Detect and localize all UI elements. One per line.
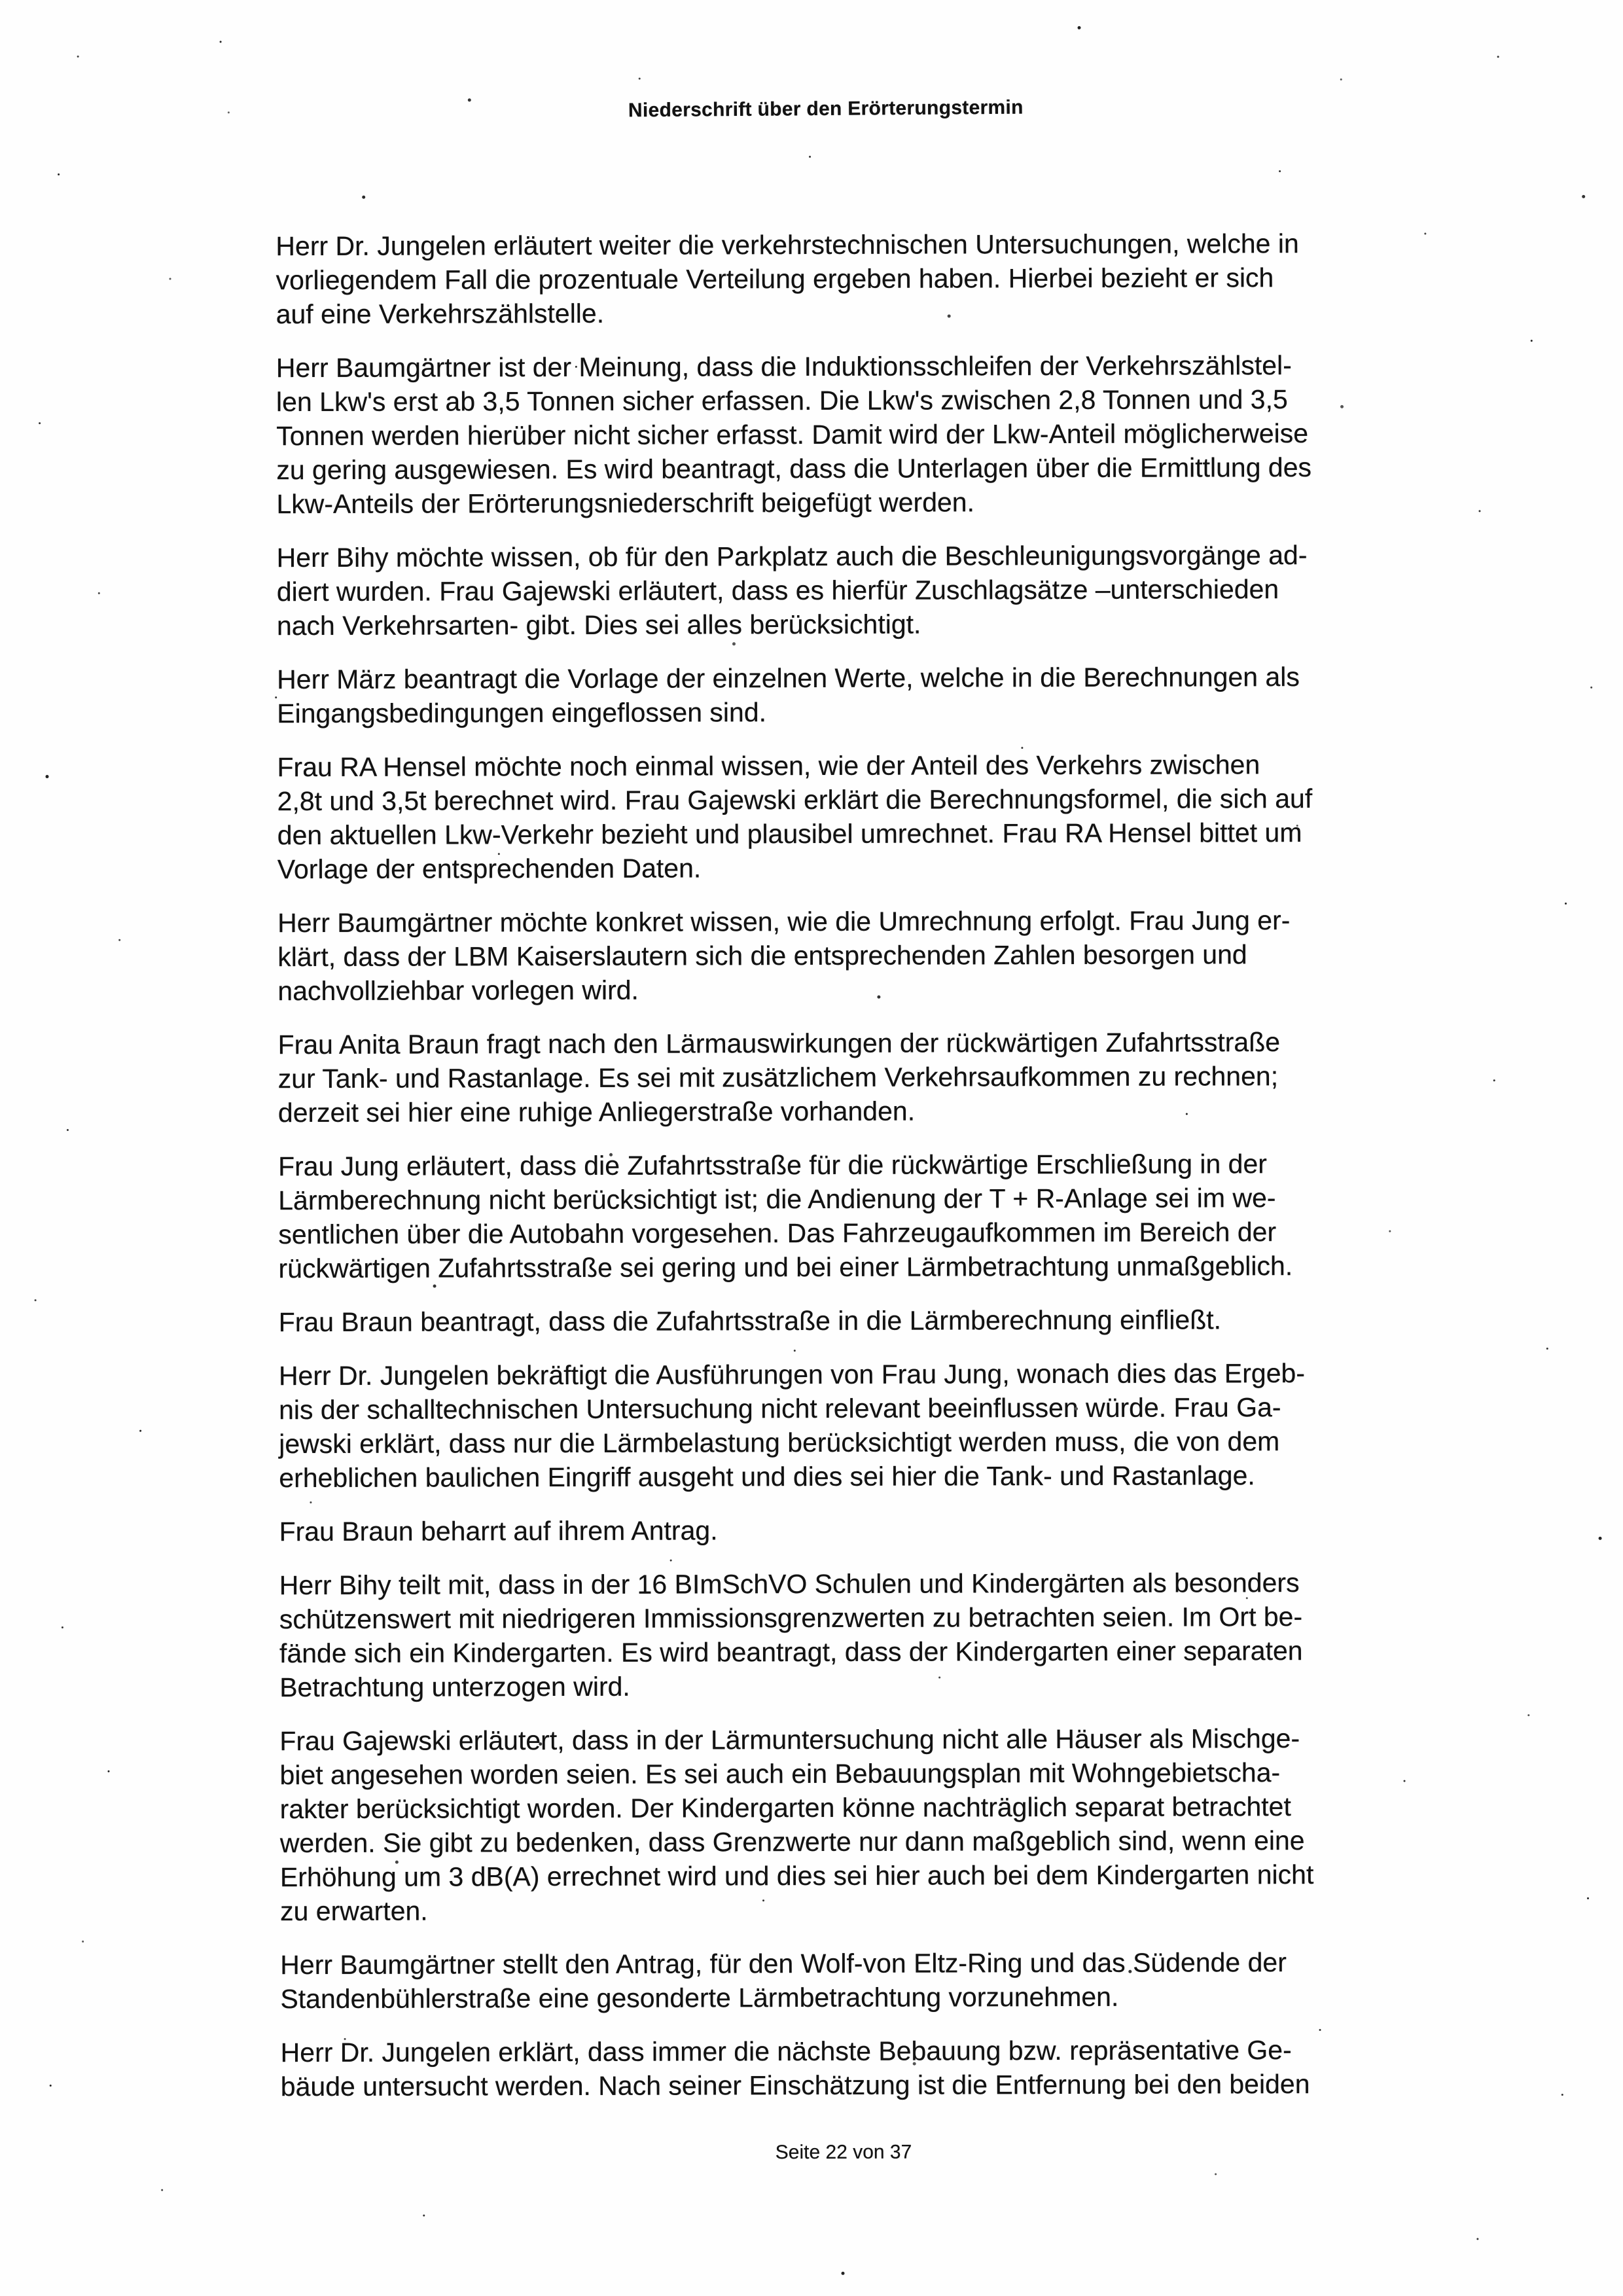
paragraph-12: Herr Bihy teilt mit, dass in der 16 BImSchVO Schulen und Kindergärten als besonders schützenswert mit niedrigeren Immissionsgrenzwerten zu betrachten seien. Im Ort be- fände sich ein Kindergarten. Es wird beantragt, dass der Kindergarten einer separaten Betrachtung unterzogen wird. xyxy=(279,1568,1303,1703)
paragraph-2: Herr Baumgärtner ist der Meinung, dass die Induktionsschleifen der Verkehrszählstel- len Lkw's erst ab 3,5 Tonnen sicher erfassen. Die Lkw's zwischen 2,8 Tonnen und 3,5 Tonnen werden hierüber nicht sicher erfasst. Damit wird der Lkw-Anteil möglicherweise zu gering ausgewiesen. Es wird beantragt, dass die Unterlagen über die Ermittlung des Lkw-Anteils der Erörterungsniederschrift beigefügt werden. xyxy=(276,350,1312,520)
paragraph-14: Herr Baumgärtner stellt den Antrag, für den Wolf-von Eltz-Ring und das Südende der Standenbühlerstraße eine gesonderte Lärmbetrachtung vorzunehmen. xyxy=(280,1947,1287,2015)
page-title: Niederschrift über den Erörterungstermin xyxy=(628,96,1024,122)
paragraph-10: Herr Dr. Jungelen bekräftigt die Ausführungen von Frau Jung, wonach dies das Ergeb- nis der schalltechnischen Untersuchung nicht relevant beeinflussen würde. Frau Ga- jewski erklärt, dass nur die Lärmbelastung berücksichtigt werden muss, die von dem erheblichen baulichen Eingriff ausgeht und dies sei hier die Tank- und Rastanlage. xyxy=(278,1358,1305,1494)
paragraph-15: Herr Dr. Jungelen erklärt, dass immer die nächste Bebauung bzw. repräsentative Ge- bäude untersucht werden. Nach seiner Einschätzung ist die Entfernung bei den beiden xyxy=(280,2035,1310,2102)
paragraph-3: Herr Bihy möchte wissen, ob für den Parkplatz auch die Beschleunigungsvorgänge ad- diert wurden. Frau Gajewski erläutert, dass es hierfür Zuschlagsätze –unterschieden nach Verkehrsarten- gibt. Dies sei alles berücksichtigt. xyxy=(276,540,1308,641)
paragraph-8: Frau Jung erläutert, dass die Zufahrtsstraße für die rückwärtige Erschließung in der Lärmberechnung nicht berücksichtigt ist; die Andienung der T + R-Anlage sei im we- sentlichen über die Autobahn vorgesehen. Das Fahrzeugaufkommen im Bereich der rückwärtigen Zufahrtsstraße sei gering und bei einer Lärmbetrachtung unmaßgeblich. xyxy=(278,1149,1293,1284)
paragraph-13: Frau Gajewski erläutert, dass in der Lärmuntersuchung nicht alle Häuser als Mischge- biet angesehen worden seien. Es sei auch ein Bebauungsplan mit Wohngebietscha- rakter berücksichtigt worden. Der Kindergarten könne nachträglich separat betrachtet werden. Sie gibt zu bedenken, dass Grenzwerte nur dann maßgeblich sind, wenn eine Erhöhung um 3 dB(A) errechnet wird und dies sei hier auch bei dem Kindergarten nicht zu erwarten. xyxy=(279,1723,1314,1927)
page-number: Seite 22 von 37 xyxy=(775,2141,912,2164)
document-body xyxy=(276,226,1478,2123)
paragraph-7: Frau Anita Braun fragt nach den Lärmauswirkungen der rückwärtigen Zufahrtsstraße zur Tank- und Rastanlage. Es sei mit zusätzlichem Verkehrsaufkommen zu rechnen; derzeit sei hier eine ruhige Anliegerstraße vorhanden. xyxy=(277,1027,1281,1128)
paragraph-1: Herr Dr. Jungelen erläutert weiter die verkehrstechnischen Untersuchungen, welche in vorliegendem Fall die prozentuale Verteilung ergeben haben. Hierbei bezieht er sich auf eine Verkehrszählstelle. xyxy=(276,228,1299,330)
paragraph-4: Herr März beantragt die Vorlage der einzelnen Werte, welche in die Berechnungen als Eingangsbedingungen eingeflossen sind. xyxy=(277,662,1300,729)
paragraph-11: Frau Braun beharrt auf ihrem Antrag. xyxy=(279,1515,718,1547)
paragraph-9: Frau Braun beantragt, dass die Zufahrtsstraße in die Lärmberechnung einfließt. xyxy=(278,1304,1222,1338)
paragraph-6: Herr Baumgärtner möchte konkret wissen, wie die Umrechnung erfolgt. Frau Jung er- klärt, dass der LBM Kaiserslautern sich die entsprechenden Zahlen besorgen und nachvollziehbar vorlegen wird. xyxy=(277,905,1291,1007)
paragraph-5: Frau RA Hensel möchte noch einmal wissen, wie der Anteil des Verkehrs zwischen 2,8t und 3,5t berechnet wird. Frau Gajewski erklärt die Berechnungsformel, die sich auf den aktuellen Lkw-Verkehr bezieht und plausibel umrechnet. Frau RA Hensel bittet um Vorlage der entsprechenden Daten. xyxy=(277,749,1313,885)
